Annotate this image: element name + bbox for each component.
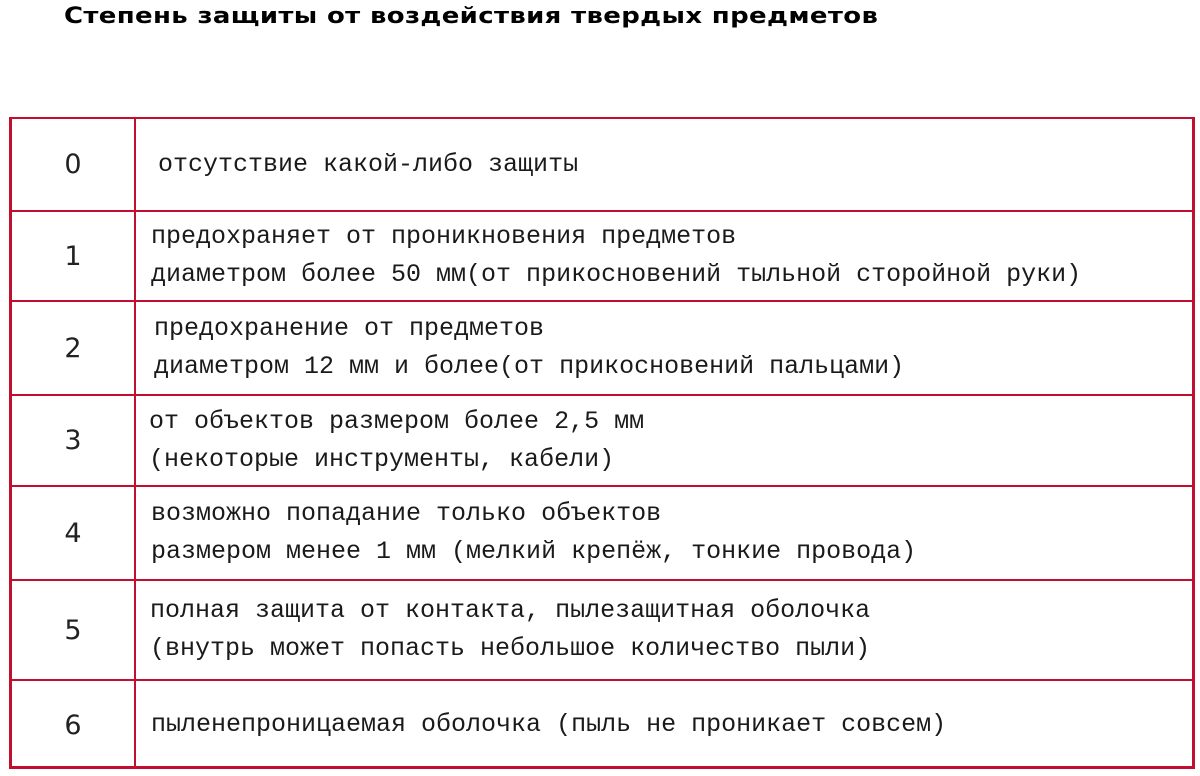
table-row xyxy=(12,395,1192,486)
protection-code: 3 xyxy=(12,395,135,486)
protection-description xyxy=(135,395,1192,486)
description-line: размером менее 1 мм (мелкий крепёж, тонкие провода) xyxy=(151,537,917,566)
table-row xyxy=(12,486,1192,580)
protection-code: 6 xyxy=(12,680,135,769)
protection-table-frame xyxy=(9,117,1195,769)
description-line: диаметром 12 мм и более(от прикосновений пальцами) xyxy=(154,352,905,381)
protection-code: 0 xyxy=(12,119,135,211)
protection-description xyxy=(135,680,1192,769)
protection-description xyxy=(135,211,1192,301)
protection-description xyxy=(135,486,1192,580)
description-line: от объектов размером более 2,5 мм xyxy=(149,406,645,436)
table-row xyxy=(12,680,1192,769)
description-line: полная защита от контакта, пылезащитная оболочка xyxy=(150,596,871,625)
page-title: Степень защиты от воздействия твердых предметов xyxy=(64,4,879,29)
table-row xyxy=(12,119,1192,211)
description-line: (некоторые инструменты, кабели) xyxy=(149,444,615,474)
table-row xyxy=(12,580,1192,680)
description-line: предохраняет от проникновения предметов xyxy=(151,222,737,251)
protection-code: 4 xyxy=(12,486,135,580)
description-line: предохранение от предметов xyxy=(154,314,545,343)
protection-description xyxy=(135,301,1192,395)
description-line: возможно попадание только объектов xyxy=(151,499,662,528)
table-row xyxy=(12,301,1192,395)
protection-table xyxy=(12,119,1192,769)
protection-description xyxy=(135,119,1192,211)
description-line: диаметром более 50 мм(от прикосновений тыльной сторойной руки) xyxy=(151,260,1082,289)
protection-code: 1 xyxy=(12,211,135,301)
protection-code: 5 xyxy=(12,580,135,680)
table-row xyxy=(12,211,1192,301)
description-line: (внутрь может попасть небольшое количество пыли) xyxy=(150,634,871,663)
protection-code: 2 xyxy=(12,301,135,395)
description-line: отсутствие какой-либо защиты xyxy=(158,149,579,179)
description-line: пыленепроницаемая оболочка (пыль не проникает совсем) xyxy=(151,710,947,739)
protection-description xyxy=(135,580,1192,680)
